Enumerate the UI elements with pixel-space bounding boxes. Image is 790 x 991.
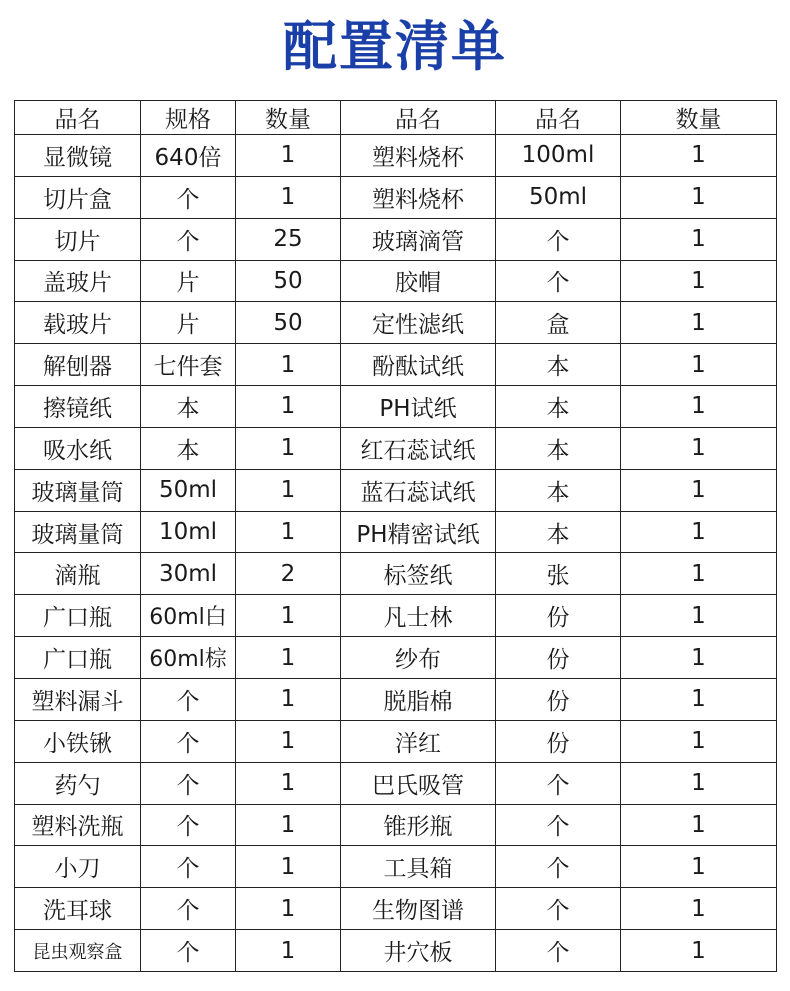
cell-name-col5: 本: [496, 344, 621, 386]
cell-qty-col3: 1: [236, 762, 341, 804]
cell-qty-col3: 1: [236, 888, 341, 930]
cell-qty-col3: 1: [236, 678, 341, 720]
cell-name-col1: 洗耳球: [15, 888, 141, 930]
table-row: [15, 930, 777, 972]
cell-spec-col2: 个: [141, 218, 236, 260]
cell-name-col1: 滴瓶: [15, 553, 141, 595]
cell-qty-col6: 1: [621, 595, 777, 637]
cell-name-col4: 酚酞试纸: [341, 344, 496, 386]
table-row: [15, 720, 777, 762]
cell-name-col1: 解刨器: [15, 344, 141, 386]
cell-name-col1: 切片盒: [15, 176, 141, 218]
cell-name-col5: 本: [496, 427, 621, 469]
cell-name-col4: 井穴板: [341, 930, 496, 972]
cell-name-col4: 定性滤纸: [341, 302, 496, 344]
cell-name-col5: 个: [496, 930, 621, 972]
cell-name-col1: 广口瓶: [15, 637, 141, 679]
column-header-3: 数量: [236, 101, 341, 135]
cell-name-col1: 塑料漏斗: [15, 678, 141, 720]
cell-qty-col3: 1: [236, 846, 341, 888]
cell-name-col5: 份: [496, 637, 621, 679]
cell-qty-col6: 1: [621, 135, 777, 177]
cell-qty-col6: 1: [621, 302, 777, 344]
header-row: [15, 101, 777, 135]
cell-name-col1: 擦镜纸: [15, 386, 141, 428]
cell-spec-col2: 个: [141, 888, 236, 930]
cell-spec-col2: 个: [141, 762, 236, 804]
column-header-4: 品名: [341, 101, 496, 135]
cell-qty-col3: 1: [236, 427, 341, 469]
cell-qty-col6: 1: [621, 804, 777, 846]
table-row: [15, 595, 777, 637]
cell-name-col1: 小刀: [15, 846, 141, 888]
cell-name-col5: 本: [496, 511, 621, 553]
cell-spec-col2: 片: [141, 260, 236, 302]
cell-qty-col6: 1: [621, 720, 777, 762]
cell-spec-col2: 50ml: [141, 469, 236, 511]
table-row: [15, 637, 777, 679]
table-row: [15, 135, 777, 177]
cell-qty-col6: 1: [621, 218, 777, 260]
table-row: [15, 678, 777, 720]
cell-spec-col2: 60ml白: [141, 595, 236, 637]
cell-qty-col6: 1: [621, 386, 777, 428]
cell-qty-col6: 1: [621, 637, 777, 679]
cell-spec-col2: 30ml: [141, 553, 236, 595]
cell-name-col4: 工具箱: [341, 846, 496, 888]
table-row: [15, 176, 777, 218]
cell-name-col1: 吸水纸: [15, 427, 141, 469]
cell-name-col1: 切片: [15, 218, 141, 260]
cell-name-col1: 玻璃量筒: [15, 469, 141, 511]
column-header-5: 品名: [496, 101, 621, 135]
cell-name-col4: 胶帽: [341, 260, 496, 302]
cell-qty-col3: 1: [236, 720, 341, 762]
cell-name-col4: 脱脂棉: [341, 678, 496, 720]
cell-name-col4: PH精密试纸: [341, 511, 496, 553]
table-row: [15, 804, 777, 846]
cell-name-col5: 张: [496, 553, 621, 595]
cell-qty-col3: 50: [236, 260, 341, 302]
cell-qty-col6: 1: [621, 762, 777, 804]
cell-name-col4: 凡士林: [341, 595, 496, 637]
table-row: [15, 427, 777, 469]
cell-name-col1: 显微镜: [15, 135, 141, 177]
table-row: [15, 344, 777, 386]
cell-qty-col3: 1: [236, 469, 341, 511]
cell-name-col5: 100ml: [496, 135, 621, 177]
table-row: [15, 888, 777, 930]
cell-qty-col3: 1: [236, 135, 341, 177]
cell-qty-col6: 1: [621, 469, 777, 511]
cell-name-col4: PH试纸: [341, 386, 496, 428]
cell-spec-col2: 本: [141, 386, 236, 428]
table-row: [15, 469, 777, 511]
cell-name-col4: 玻璃滴管: [341, 218, 496, 260]
cell-qty-col6: 1: [621, 260, 777, 302]
cell-name-col5: 份: [496, 678, 621, 720]
cell-qty-col3: 1: [236, 637, 341, 679]
cell-name-col1: 广口瓶: [15, 595, 141, 637]
cell-name-col1: 塑料洗瓶: [15, 804, 141, 846]
cell-qty-col6: 1: [621, 176, 777, 218]
table-row: [15, 846, 777, 888]
cell-qty-col3: 1: [236, 176, 341, 218]
page-title: 配置清单: [283, 15, 507, 78]
cell-name-col5: 个: [496, 804, 621, 846]
cell-qty-col3: 50: [236, 302, 341, 344]
cell-spec-col2: 个: [141, 720, 236, 762]
cell-name-col5: 个: [496, 762, 621, 804]
cell-qty-col3: 1: [236, 344, 341, 386]
table-row: [15, 218, 777, 260]
cell-name-col1: 盖玻片: [15, 260, 141, 302]
table-body: [15, 135, 777, 972]
column-header-2: 规格: [141, 101, 236, 135]
cell-name-col5: 本: [496, 469, 621, 511]
cell-name-col1: 昆虫观察盒: [15, 930, 141, 972]
cell-qty-col3: 1: [236, 386, 341, 428]
cell-name-col5: 个: [496, 260, 621, 302]
cell-name-col4: 锥形瓶: [341, 804, 496, 846]
cell-name-col4: 塑料烧杯: [341, 135, 496, 177]
cell-name-col5: 本: [496, 386, 621, 428]
column-header-6: 数量: [621, 101, 777, 135]
cell-qty-col3: 25: [236, 218, 341, 260]
table-header: [15, 101, 777, 135]
cell-spec-col2: 个: [141, 930, 236, 972]
cell-spec-col2: 本: [141, 427, 236, 469]
cell-spec-col2: 个: [141, 804, 236, 846]
cell-qty-col6: 1: [621, 344, 777, 386]
cell-qty-col6: 1: [621, 427, 777, 469]
cell-spec-col2: 七件套: [141, 344, 236, 386]
cell-name-col4: 巴氏吸管: [341, 762, 496, 804]
cell-name-col4: 蓝石蕊试纸: [341, 469, 496, 511]
cell-spec-col2: 片: [141, 302, 236, 344]
cell-name-col5: 个: [496, 846, 621, 888]
cell-name-col1: 小铁锹: [15, 720, 141, 762]
table-row: [15, 762, 777, 804]
cell-qty-col6: 1: [621, 553, 777, 595]
cell-qty-col6: 1: [621, 678, 777, 720]
cell-name-col1: 玻璃量筒: [15, 511, 141, 553]
cell-name-col4: 洋红: [341, 720, 496, 762]
cell-spec-col2: 个: [141, 678, 236, 720]
cell-qty-col3: 1: [236, 930, 341, 972]
cell-qty-col3: 1: [236, 804, 341, 846]
cell-qty-col3: 1: [236, 595, 341, 637]
table-row: [15, 553, 777, 595]
cell-spec-col2: 个: [141, 846, 236, 888]
cell-name-col4: 红石蕊试纸: [341, 427, 496, 469]
table-row: [15, 386, 777, 428]
cell-name-col5: 份: [496, 595, 621, 637]
table-row: [15, 511, 777, 553]
cell-name-col5: 盒: [496, 302, 621, 344]
cell-qty-col3: 1: [236, 511, 341, 553]
cell-name-col5: 份: [496, 720, 621, 762]
cell-name-col5: 个: [496, 888, 621, 930]
table-row: [15, 260, 777, 302]
cell-qty-col6: 1: [621, 511, 777, 553]
table-row: [15, 302, 777, 344]
cell-name-col5: 50ml: [496, 176, 621, 218]
cell-name-col4: 塑料烧杯: [341, 176, 496, 218]
config-table: [14, 100, 777, 972]
cell-name-col4: 标签纸: [341, 553, 496, 595]
cell-qty-col3: 2: [236, 553, 341, 595]
cell-spec-col2: 个: [141, 176, 236, 218]
cell-name-col1: 药勺: [15, 762, 141, 804]
cell-spec-col2: 60ml棕: [141, 637, 236, 679]
cell-spec-col2: 10ml: [141, 511, 236, 553]
cell-name-col4: 生物图谱: [341, 888, 496, 930]
cell-name-col4: 纱布: [341, 637, 496, 679]
cell-name-col1: 载玻片: [15, 302, 141, 344]
cell-qty-col6: 1: [621, 888, 777, 930]
column-header-1: 品名: [15, 101, 141, 135]
cell-name-col5: 个: [496, 218, 621, 260]
cell-qty-col6: 1: [621, 846, 777, 888]
cell-spec-col2: 640倍: [141, 135, 236, 177]
cell-qty-col6: 1: [621, 930, 777, 972]
